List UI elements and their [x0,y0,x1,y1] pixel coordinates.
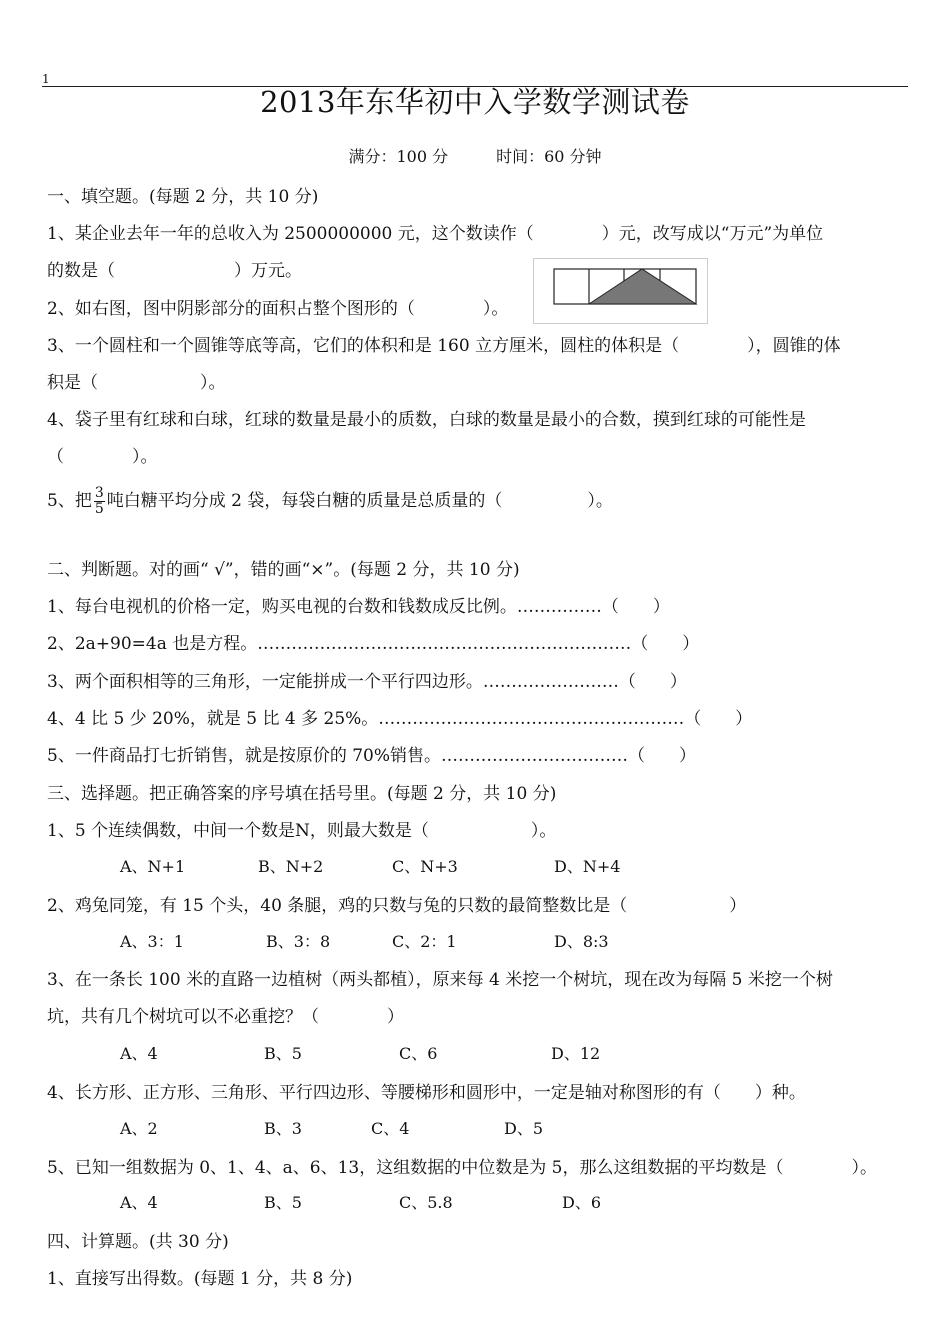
section-1-heading: 一、填空题。(每题 2 分，共 10 分) [47,187,319,207]
s4-sub-1: 1、直接写出得数。(每题 1 分，共 8 分) [47,1269,353,1289]
s3-q3-option-c: C、6 [399,1044,438,1063]
s3-q3-option-b: B、5 [264,1044,302,1063]
shaded-area-figure [533,258,708,324]
s3-q5-option-a: A、4 [120,1193,158,1212]
fraction-numerator: 3 [94,485,104,501]
s3-q3-option-a: A、4 [120,1044,158,1063]
s2-item-5: 5、一件商品打七折销售，就是按原价的 70%销售。……………………………（ ） [47,746,697,766]
s3-q2-option-b: B、3：8 [266,932,331,951]
section-4-heading: 四、计算题。(共 30 分) [47,1232,229,1252]
s1-q1-line1: 1、某企业去年一年的总收入为 2500000000 元，这个数读作（ ）元，改写成以“万元”为单位 [47,224,824,244]
s3-q2-option-a: A、3：1 [120,932,184,951]
s3-q4-option-a: A、2 [120,1119,158,1138]
s3-q5-option-d: D、6 [562,1193,602,1212]
s1-q4-line2: （ ）。 [47,447,158,467]
s3-q2: 2、鸡兔同笼，有 15 个头，40 条腿，鸡的只数与兔的只数的最简整数比是（ ） [47,896,747,916]
s3-q3-line1: 3、在一条长 100 米的直路一边植树（两头都植），原来每 4 米挖一个树坑，现在改为每隔 5 米挖一个树 [47,970,833,990]
s3-q2-option-c: C、2：1 [392,932,457,951]
s1-q3-line2: 积是（ ）。 [47,373,226,393]
s3-q1: 1、5 个连续偶数，中间一个数是N，则最大数是（ ）。 [47,821,557,841]
s3-q4-option-d: D、5 [504,1119,544,1138]
s2-item-4: 4、4 比 5 少 20%，就是 5 比 4 多 25%。………………………………………………（ ） [47,709,753,729]
s1-q2: 2、如右图，图中阴影部分的面积占整个图形的（ ）。 [47,299,509,319]
s3-q1-option-d: D、N+4 [554,857,621,876]
s3-q1-option-a: A、N+1 [120,857,186,876]
s2-item-2: 2、2a+90=4a 也是方程。…………………………………………………………（ ） [47,634,700,654]
s2-item-3: 3、两个面积相等的三角形，一定能拼成一个平行四边形。……………………（ ） [47,672,687,692]
exam-meta: 满分：100 分 时间：60 分钟 [348,147,602,166]
s1-q3-line1: 3、一个圆柱和一个圆锥等底等高，它们的体积和是 160 立方厘米，圆柱的体积是（ ），圆锥的体 [47,336,841,356]
s3-q5: 5、已知一组数据为 0、1、4、a、6、13，这组数据的中位数是为 5，那么这组数据的平均数是（ ）。 [47,1158,877,1178]
s3-q1-option-b: B、N+2 [258,857,324,876]
fraction-denominator: 5 [94,501,104,517]
fraction-three-fifths [94,486,105,517]
s1-q5 [47,486,613,517]
s1-q1-line2: 的数是（ ）万元。 [47,261,302,281]
s3-q1-option-c: C、N+3 [392,857,458,876]
s3-q3-option-d: D、12 [551,1044,601,1063]
s3-q2-option-d: D、8:3 [554,932,609,951]
page-number: 1 [42,72,50,86]
s3-q4-option-c: C、4 [371,1119,410,1138]
s1-q5-prefix: 5、把 [47,491,92,511]
s1-q5-suffix: 吨白糖平均分成 2 袋，每袋白糖的质量是总质量的（ ）。 [106,491,613,511]
s1-q4-line1: 4、袋子里有红球和白球，红球的数量是最小的质数，白球的数量是最小的合数，摸到红球的可能性是 [47,410,806,430]
s3-q5-option-c: C、5.8 [399,1193,453,1212]
s3-q3-line2: 坑，共有几个树坑可以不必重挖？（ ） [47,1007,404,1027]
s3-q4-option-b: B、3 [264,1119,302,1138]
s3-q5-option-b: B、5 [264,1193,302,1212]
section-3-heading: 三、选择题。把正确答案的序号填在括号里。(每题 2 分，共 10 分) [47,784,557,804]
s3-q4: 4、长方形、正方形、三角形、平行四边形、等腰梯形和圆形中，一定是轴对称图形的有（ ）种。 [47,1083,806,1103]
s2-item-1: 1、每台电视机的价格一定，购买电视的台数和钱数成反比例。……………（ ） [47,597,670,617]
section-2-heading: 二、判断题。对的画“ √”，错的画“×”。(每题 2 分，共 10 分) [47,560,520,580]
page-title: 2013年东华初中入学数学测试卷 [260,85,690,119]
